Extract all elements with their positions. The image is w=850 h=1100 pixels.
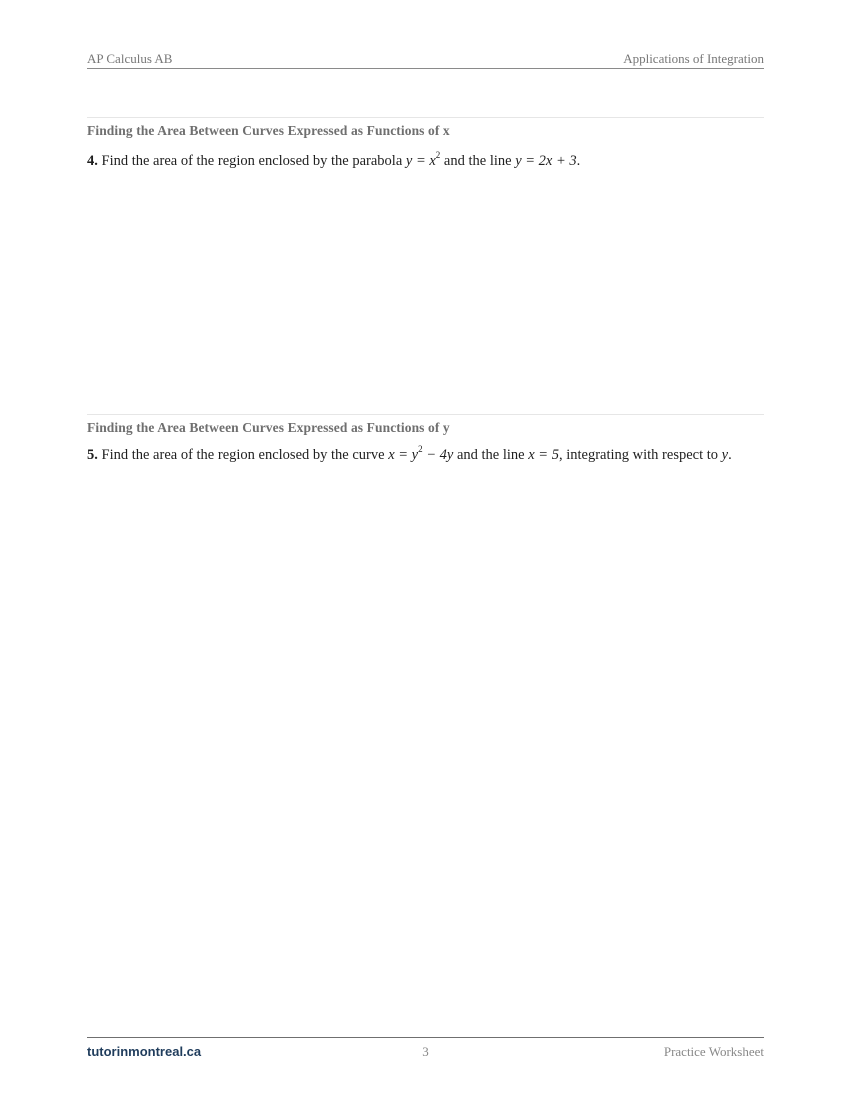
problem-text: and the line	[453, 447, 529, 463]
page-footer	[87, 1037, 764, 1062]
section-divider	[87, 117, 764, 118]
topic-name: Applications of Integration	[623, 51, 764, 66]
math-curve: x = y	[388, 447, 419, 463]
problem-4	[87, 151, 764, 171]
math-variable: y	[721, 447, 729, 463]
site-link[interactable]: tutorinmontreal.ca	[87, 1044, 202, 1059]
section-title: Finding the Area Between Curves Expressed as Functions of y	[87, 420, 450, 435]
math-exponent: 2	[435, 150, 441, 161]
problem-text: Find the area of the region enclosed by the curve	[101, 447, 389, 463]
problem-text: .	[576, 153, 581, 169]
section-divider	[87, 414, 764, 415]
math-curve-tail: − 4y	[422, 447, 454, 463]
problem-text: .	[728, 447, 732, 463]
footer-label: Practice Worksheet	[663, 1044, 764, 1059]
math-line: y = 2x + 3	[515, 153, 577, 169]
math-parabola: y = x	[405, 153, 436, 169]
math-exponent: 2	[418, 444, 423, 455]
problem-text: , integrating with respect to	[558, 447, 722, 463]
page-header	[87, 50, 764, 69]
problem-number: 5.	[87, 447, 98, 463]
section-functions-of-y	[87, 414, 764, 465]
course-name: AP Calculus AB	[87, 51, 173, 66]
problem-text: and the line	[440, 153, 516, 169]
section-title: Finding the Area Between Curves Expressed as Functions of x	[87, 123, 450, 138]
section-functions-of-x	[87, 117, 764, 171]
page-number: 3	[422, 1044, 429, 1059]
problem-text: Find the area of the region enclosed by the parabola	[101, 153, 406, 169]
problem-5	[87, 445, 764, 465]
problem-number: 4.	[87, 153, 98, 169]
math-line: x = 5	[528, 447, 559, 463]
